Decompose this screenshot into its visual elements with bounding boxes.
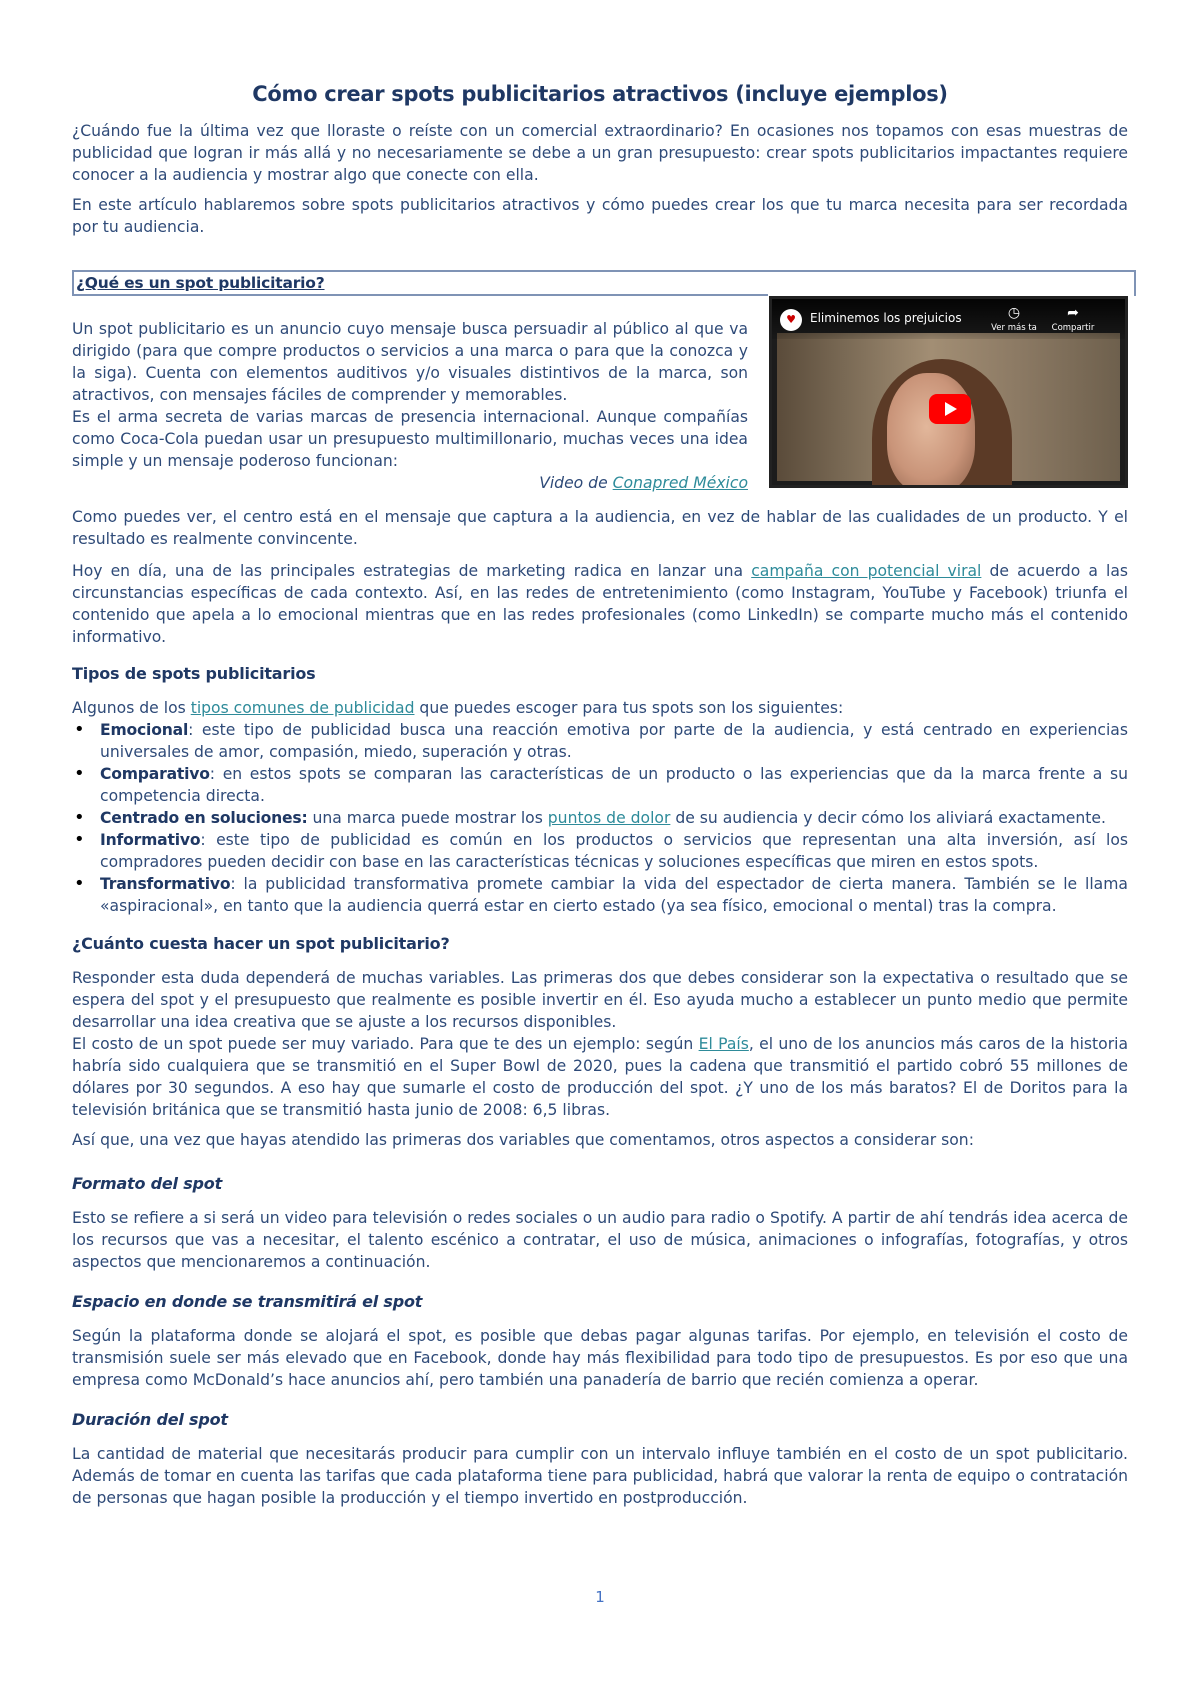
play-button-icon[interactable] (929, 394, 971, 424)
share-label[interactable]: Compartir (1051, 323, 1095, 333)
page-title: Cómo crear spots publicitarios atractivos (incluye ejemplos) (252, 82, 948, 106)
section-cost (72, 934, 1128, 1151)
cost-paragraph-2: El costo de un spot puede ser muy variado. Para que te des un ejemplo: según El País, el uno de los anuncios más caros de la historia habría sido cualquiera que se transmitió en el Super Bowl de 2020, pues la cadena que transmitió el partido cobró 55 millones de dólares por 30 segundos. A eso hay que sumarle el costo de producción del spot. ¿Y uno de los más baratos? El de Doritos para la televisión británica que se transmitió hasta junio de 2008: 6,5 libras. (72, 1035, 1129, 1119)
types-list (72, 719, 1128, 917)
clock-icon[interactable]: ◷ (1007, 305, 1021, 321)
subheading-space: Espacio en donde se transmitirá el spot (72, 1292, 423, 1311)
el-pais-link[interactable]: El País (698, 1035, 749, 1053)
subsection-space (72, 1292, 1128, 1391)
list-item: • Informativo: este tipo de publicidad es común en los productos o servicios que representan una alta inversión, así los compradores pueden decidir con base en las características técnicas y soluciones específicas que miren en estos spots. (72, 829, 1128, 873)
conapred-link[interactable]: Conapred México (612, 474, 748, 492)
watch-later-label[interactable]: Ver más ta (991, 323, 1037, 333)
video-embed[interactable] (769, 296, 1128, 488)
section-heading-cost: ¿Cuánto cuesta hacer un spot publicitario? (72, 934, 450, 953)
intro-paragraph-2: En este artículo hablaremos sobre spots publicitarios atractivos y cómo puedes crear los que tu marca necesita para ser recordada por tu audiencia. (72, 196, 1128, 236)
pain-points-link[interactable]: puntos de dolor (547, 809, 671, 827)
share-icon[interactable]: ➦ (1067, 305, 1079, 321)
format-paragraph: Esto se refiere a si será un video para televisión o redes sociales o un audio para radio o Spotify. A partir de ahí tendrás idea acerca de los recursos que vas a necesitar, el talento escénico a contratar, el uso de música, animaciones o infografías, fotografías, y otros aspectos que mencionaremos a continuación. (72, 1209, 1128, 1271)
video-caption: Video de Conapred México (539, 474, 748, 492)
subsection-format (72, 1174, 1128, 1273)
page-number: 1 (595, 1588, 605, 1606)
channel-avatar-icon[interactable]: ♥ (780, 309, 802, 331)
intro (72, 120, 1128, 238)
subheading-duration: Duración del spot (72, 1410, 228, 1429)
ad-types-link[interactable]: tipos comunes de publicidad (190, 699, 415, 717)
section-heading-underline (72, 294, 768, 296)
duration-paragraph: La cantidad de material que necesitarás producir para cumplir con un intervalo influye también en el costo de un spot publicitario. Además de tomar en cuenta las tarifas que cada plataforma tiene para publicidad, habrá que valorar la renta de equipo o contratación de personas que hagan posible la producción y el tiempo invertido en postproducción. (72, 1445, 1128, 1507)
what-is-paragraph-1: Un spot publicitario es un anuncio cuyo mensaje busca persuadir al público al que va dirigido (para que compre productos o servicios a una marca o para que la conozca y la siga). Cuenta con elementos auditivos y/o visuales distintivos de la marca, son atractivos, con mensajes fáciles de comprender y memorables. (72, 320, 748, 404)
section-heading-what-is: ¿Qué es un spot publicitario? (76, 274, 325, 292)
what-is-paragraph-2: Es el arma secreta de varias marcas de presencia internacional. Aunque compañías como Coca-Cola puedan usar un presupuesto multimillonario, muchas veces una idea simple y un mensaje poderoso funcionan: (72, 408, 748, 470)
types-intro: Algunos de los tipos comunes de publicidad que puedes escoger para tus spots son los siguientes: (72, 699, 844, 717)
space-paragraph: Según la plataforma donde se alojará el spot, es posible que debas pagar algunas tarifas. Por ejemplo, en televisión el costo de transmisión suele ser más elevado que en Facebook, donde hay más flexibilidad para todo tipo de presupuestos. Es por eso que una empresa como McDonald’s hace anuncios ahí, pero también una panadería de barrio que recién comienza a operar. (72, 1327, 1128, 1389)
subheading-format: Formato del spot (72, 1174, 223, 1193)
intro-paragraph-1: ¿Cuándo fue la última vez que lloraste o reíste con un comercial extraordinario? En ocasiones nos topamos con esas muestras de publicidad que logran ir más allá y no necesariamente se debe a un gran presupuesto: crear spots publicitarios impactantes requiere conocer a la audiencia y mostrar algo que conecte con ella. (72, 122, 1128, 184)
video-title[interactable]: Eliminemos los prejuicios (810, 311, 962, 325)
list-item: • Transformativo: la publicidad transformativa promete cambiar la vida del espectador de cierta manera. También se le llama «aspiracional», en tanto que la audiencia querrá estar en cierto estado (ya sea físico, emocional o mental) tras la compra. (72, 873, 1128, 917)
section-heading-box (72, 270, 1136, 296)
list-item: • Emocional: este tipo de publicidad busca una reacción emotiva por parte de la audiencia, y está centrado en experiencias universales de amor, compasión, miedo, superación y otras. (72, 719, 1128, 763)
subsection-duration (72, 1410, 1128, 1509)
section-heading-types: Tipos de spots publicitarios (72, 664, 316, 683)
section-what-is-text (72, 318, 748, 494)
section-what-is-continued (72, 506, 1128, 648)
what-is-paragraph-3: Como puedes ver, el centro está en el mensaje que captura a la audiencia, en vez de hablar de las cualidades de un producto. Y el resultado es realmente convincente. (72, 508, 1128, 548)
what-is-paragraph-4: Hoy en día, una de las principales estrategias de marketing radica en lanzar una campaña con potencial viral de acuerdo a las circunstancias específicas de cada contexto. Así, en las redes de entretenimiento (como Instagram, YouTube y Facebook) triunfa el contenido que apela a lo emocional mientras que en las redes profesionales (como LinkedIn) se comparte mucho más el contenido informativo. (72, 562, 1129, 646)
list-item: • Comparativo: en estos spots se comparan las características de un producto o las experiencias que da la marca frente a su competencia directa. (72, 763, 1128, 807)
section-types (72, 664, 1128, 917)
cost-paragraph-1: Responder esta duda dependerá de muchas variables. Las primeras dos que debes considerar son la expectativa o resultado que se espera del spot y el presupuesto que realmente es posible invertir en él. Eso ayuda mucho a establecer un punto medio que permite desarrollar una idea creativa que se ajuste a los recursos disponibles. (72, 969, 1128, 1031)
viral-campaign-link[interactable]: campaña con potencial viral (751, 562, 982, 580)
cost-paragraph-3: Así que, una vez que hayas atendido las primeras dos variables que comentamos, otros aspectos a considerar son: (72, 1131, 974, 1149)
list-item: • Centrado en soluciones: una marca puede mostrar los puntos de dolor de su audiencia y decir cómo los aliviará exactamente. (72, 807, 1128, 829)
